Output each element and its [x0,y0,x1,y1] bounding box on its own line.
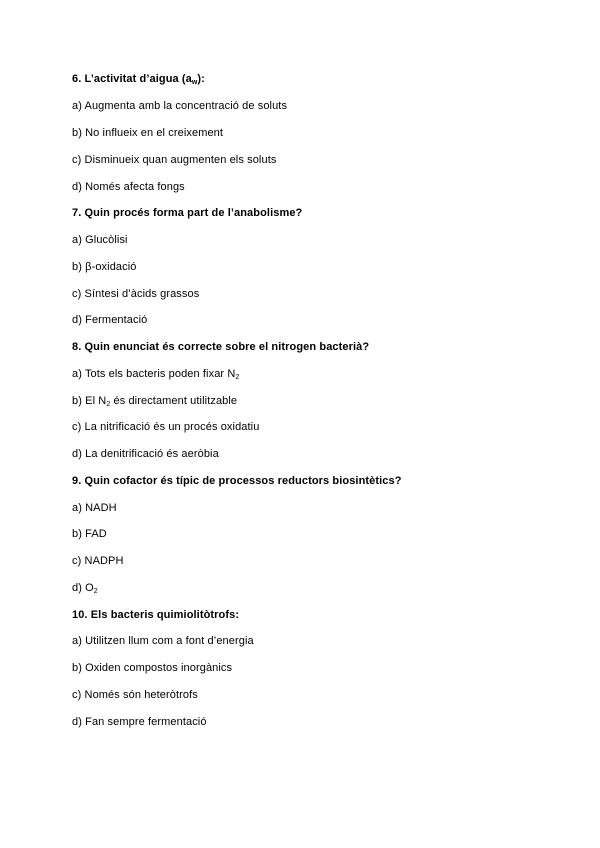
question-8-option-b-end: és directament utilitzable [110,395,238,407]
question-8-option-a-text: a) Tots els bacteris poden fixar N [72,368,236,380]
question-8-option-b [72,394,237,408]
question-6-title [72,72,205,86]
question-7-option-d: d) Fermentació [72,314,148,326]
question-7-option-a: a) Glucòlisi [72,234,128,246]
question-6-option-c: c) Disminueix quan augmenten els soluts [72,154,277,166]
question-10-option-d: d) Fan sempre fermentació [72,716,207,728]
question-10-option-b: b) Oxiden compostos inorgànics [72,662,233,674]
question-6-option-a: a) Augmenta amb la concentració de soluts [72,100,288,112]
question-7-option-c: c) Síntesi d’àcids grassos [72,288,200,300]
question-7-option-b: b) β-oxidació [72,261,137,273]
question-9-option-c: c) NADPH [72,555,124,567]
question-8-option-a-subscript: 2 [235,374,240,381]
question-9-option-b: b) FAD [72,528,107,540]
question-10-title: 10. Els bacteris quimiolitòtrofs: [72,609,240,621]
question-10-option-c: c) Només són heteròtrofs [72,689,198,701]
question-9-option-a: a) NADH [72,502,117,514]
question-8-title: 8. Quin enunciat és correcte sobre el nitrogen bacterià? [72,341,370,353]
question-9-option-d-subscript: 2 [93,588,98,595]
question-8-option-d: d) La denitrificació és aeròbia [72,448,219,460]
question-6-title-text: 6. L’activitat d’aigua (a [72,73,192,85]
question-9-option-d [72,581,98,595]
question-6-option-d: d) Només afecta fongs [72,181,185,193]
question-6-title-end: ): [197,73,205,85]
question-7-title: 7. Quin procés forma part de l’anabolisme? [72,207,303,219]
question-9-option-d-text: d) O [72,582,94,594]
question-8-option-a [72,367,239,381]
question-6-subscript: w [191,79,198,86]
question-10-option-a: a) Utilitzen llum com a font d’energia [72,635,254,647]
question-8-option-c: c) La nitrificació és un procés oxidatiu [72,421,260,433]
question-8-option-b-text: b) El N [72,395,107,407]
question-8-option-b-subscript: 2 [106,401,111,408]
question-6-option-b: b) No influeix en el creixement [72,127,224,139]
question-9-title: 9. Quin cofactor és típic de processos reductors biosintètics? [72,475,402,487]
